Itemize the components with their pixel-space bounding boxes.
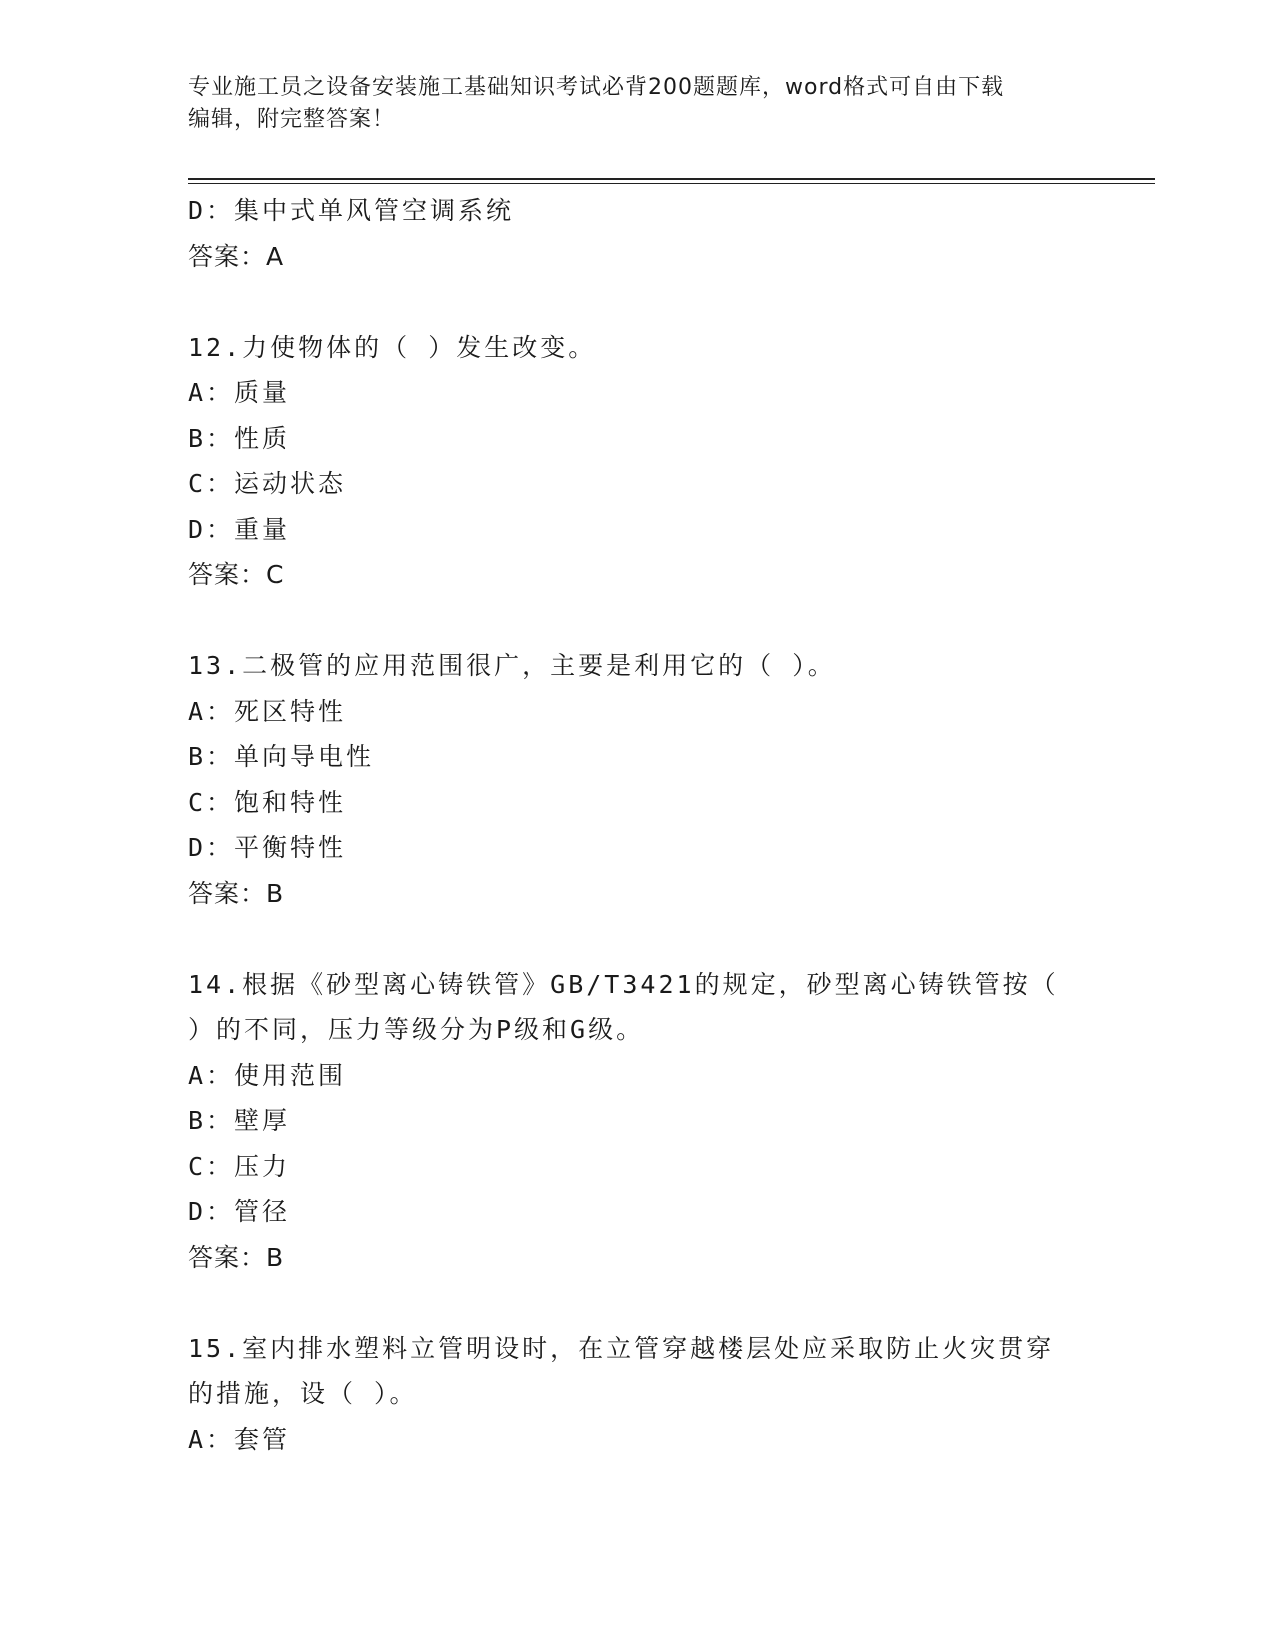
question-14	[188, 962, 1088, 1281]
question-stem-line-2: 的措施，设（ ）。	[188, 1379, 418, 1408]
header-title-line-1: 专业施工员之设备安装施工基础知识考试必背200题题库，word格式可自由下载	[188, 75, 1005, 100]
answer-line: 答案：B	[188, 878, 285, 908]
question-stem-line-1: 14.根据《砂型离心铸铁管》GB/T3421的规定，砂型离心铸铁管按（	[188, 969, 1059, 999]
option-c: C：运动状态	[188, 469, 347, 498]
option-a: A：死区特性	[188, 696, 347, 726]
option-b: B：单向导电性	[188, 742, 375, 771]
question-content	[188, 188, 1088, 1462]
question-12	[188, 325, 1088, 598]
spacer	[188, 598, 1088, 644]
question-stem: 12.力使物体的（ ）发生改变。	[188, 332, 597, 362]
option-c: C：饱和特性	[188, 787, 347, 817]
document-header	[188, 72, 1068, 136]
question-stem: 13.二极管的应用范围很广，主要是利用它的（ ）。	[188, 651, 836, 680]
answer-line: 答案：B	[188, 1242, 285, 1272]
option-b: B：性质	[188, 423, 291, 453]
option-d: D：重量	[188, 514, 291, 544]
option-d: D：管径	[188, 1197, 291, 1226]
answer-line: 答案：A	[188, 241, 285, 271]
header-title-line-2: 编辑，附完整答案！	[188, 107, 396, 132]
answer-line: 答案：C	[188, 560, 285, 589]
question-15	[188, 1326, 1088, 1463]
option-a: A：质量	[188, 378, 291, 407]
spacer	[188, 1280, 1088, 1326]
option-a: A：套管	[188, 1424, 291, 1454]
spacer	[188, 916, 1088, 962]
question-13	[188, 643, 1088, 916]
option-d: D：平衡特性	[188, 833, 347, 862]
option-d: D：集中式单风管空调系统	[188, 196, 515, 225]
question-stem-line-1: 15.室内排水塑料立管明设时，在立管穿越楼层处应采取防止火灾贯穿	[188, 1333, 1055, 1363]
option-c: C：压力	[188, 1151, 291, 1181]
question-stem-line-2: ）的不同，压力等级分为P级和G级。	[188, 1015, 645, 1044]
option-b: B：壁厚	[188, 1106, 291, 1135]
option-a: A：使用范围	[188, 1060, 347, 1090]
spacer	[188, 279, 1088, 325]
header-divider	[188, 178, 1155, 184]
